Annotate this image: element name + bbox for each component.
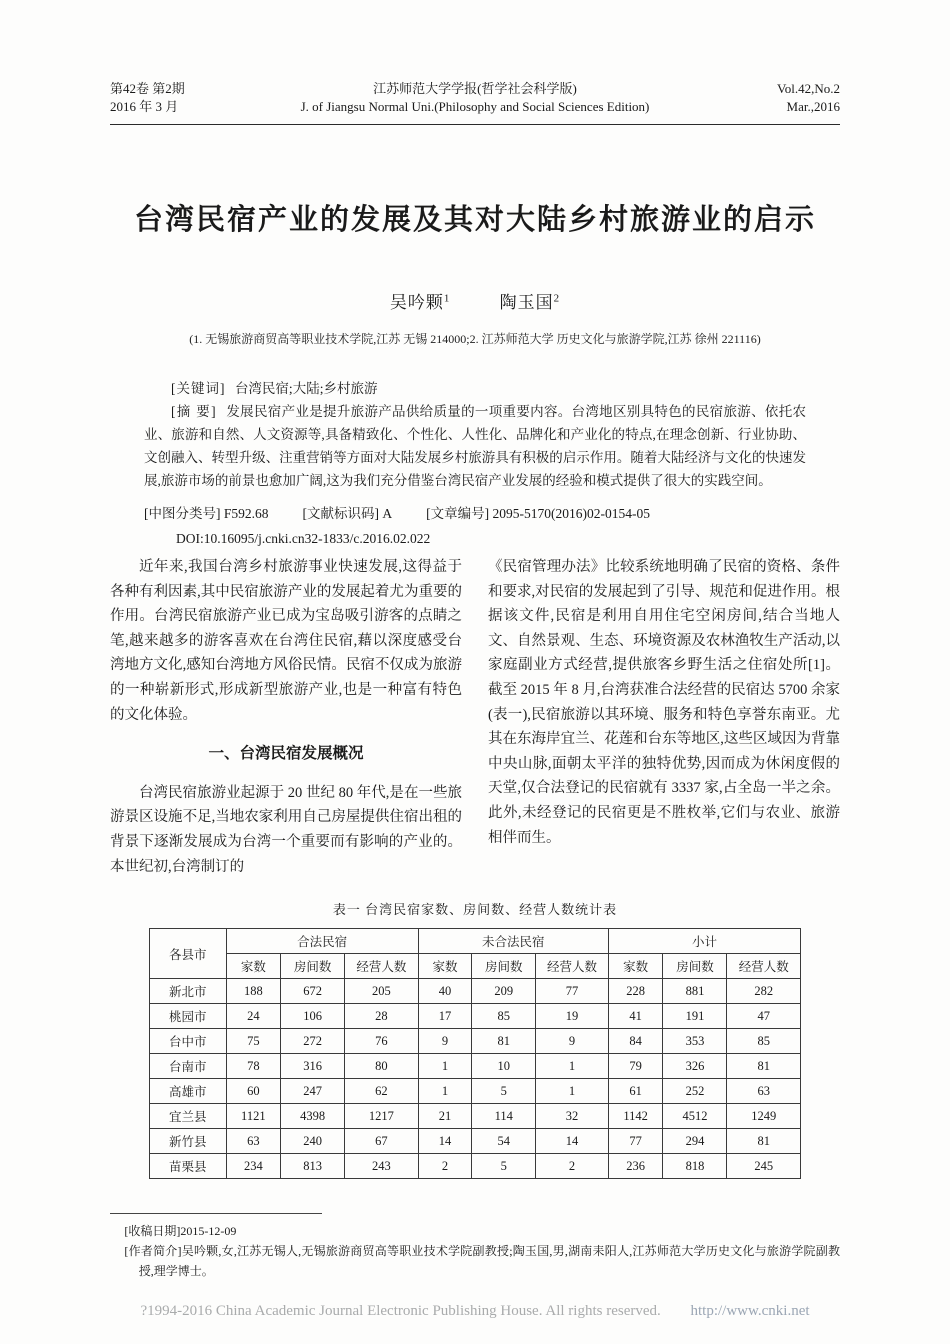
doi-line: DOI:10.16095/j.cnki.cn32-1833/c.2016.02.022	[176, 531, 431, 546]
value-cell: 294	[663, 1129, 727, 1154]
footnote-block	[110, 1213, 840, 1281]
received-date-note: [收稿日期]2015-12-09	[124, 1224, 237, 1239]
abstract-label: [摘 要]	[171, 404, 217, 419]
value-cell: 17	[418, 1004, 472, 1029]
issue-date-en: Mar.,2016	[786, 99, 840, 114]
value-cell: 80	[345, 1054, 418, 1079]
header-left	[110, 80, 260, 116]
classification-line	[110, 502, 840, 522]
section-1-paragraph-continued: 《民宿管理办法》比较系统地明确了民宿的资格、条件和要求,对民宿的发展起到了引导、规范和促进作用。根据该文件,民宿是利用自用住宅空闲房间,结合当地人文、自然景观、生态、环境资源及农林渔牧生产活动,以家庭副业方式经营,提供旅客乡野生活之住宿处所[1]。截至 2015 年 8 月,台湾获准合法经营的民宿达 5700 余家(表一),民宿旅游以其环境、服务和特色享誉东南亚。尤其在东海岸宜兰、花莲和台东等地区,这些区域因为背靠中央山脉,面朝太平洋的独特优势,因而成为休闲度假的天堂,仅合法登记的民宿就有 3337 家,占全岛一半之余。此外,未经登记的民宿更是不胜枚举,它们与农业、旅游相伴而生。	[488, 559, 840, 846]
value-cell: 75	[226, 1029, 281, 1054]
journal-header	[110, 80, 840, 125]
author-1-name: 吴吟颗	[389, 293, 444, 312]
county-name-cell: 台中市	[150, 1029, 227, 1054]
copyright-text: ?1994-2016 China Academic Journal Electronic Publishing House. All rights reserved.	[140, 1303, 661, 1319]
journal-title-cn: 江苏师范大学学报(哲学社会科学版)	[373, 81, 577, 96]
value-cell: 818	[663, 1154, 727, 1179]
article-id: [文章编号] 2095-5170(2016)02-0154-05	[426, 506, 650, 521]
volume-issue-en: Vol.42,No.2	[777, 81, 840, 96]
document-code: [文献标识码] A	[302, 506, 393, 521]
header-right	[690, 80, 840, 116]
group-header-illegal: 未合法民宿	[418, 929, 608, 954]
value-cell: 63	[727, 1079, 801, 1104]
value-cell: 61	[608, 1079, 663, 1104]
value-cell: 247	[281, 1079, 345, 1104]
value-cell: 188	[226, 979, 281, 1004]
value-cell: 1249	[727, 1104, 801, 1129]
value-cell: 10	[472, 1054, 536, 1079]
value-cell: 77	[608, 1129, 663, 1154]
value-cell: 1142	[608, 1104, 663, 1129]
subheader-cell: 家数	[608, 954, 663, 979]
author-2-name: 陶玉国	[499, 293, 554, 312]
value-cell: 40	[418, 979, 472, 1004]
value-cell: 5	[472, 1079, 536, 1104]
keywords-label: [关键词]	[171, 381, 226, 396]
value-cell: 316	[281, 1054, 345, 1079]
cnki-footer	[0, 1303, 950, 1320]
right-column	[488, 555, 840, 879]
value-cell: 114	[472, 1104, 536, 1129]
value-cell: 353	[663, 1029, 727, 1054]
keywords-line	[144, 377, 806, 400]
group-header-legal: 合法民宿	[226, 929, 418, 954]
subheader-cell: 房间数	[663, 954, 727, 979]
value-cell: 60	[226, 1079, 281, 1104]
abstract-text: 发展民宿产业是提升旅游产品供给质量的一项重要内容。台湾地区别具特色的民宿旅游、依托农业、旅游和自然、人文资源等,具备精致化、个性化、人性化、品牌化和产业化的特点,在理念创新、行业协助、文创融入、转型升级、注重营销等方面对大陆发展乡村旅游具有积极的启示作用。随着大陆经济与文化的快速发展,旅游市场的前景也愈加广阔,这为我们充分借鉴台湾民宿产业发展的经验和模式提供了很大的实践空间。	[144, 404, 806, 488]
value-cell: 106	[281, 1004, 345, 1029]
author-1	[390, 293, 451, 312]
table-row	[150, 1029, 801, 1054]
minsu-statistics-table	[149, 928, 801, 1179]
county-name-cell: 新北市	[150, 979, 227, 1004]
value-cell: 79	[608, 1054, 663, 1079]
value-cell: 14	[418, 1129, 472, 1154]
section-1-paragraph: 台湾民宿旅游业起源于 20 世纪 80 年代,是在一些旅游景区设施不足,当地农家利用自己房屋提供住宿出租的背景下逐渐发展成为台湾一个重要而有影响的产业的。本世纪初,台湾制订的	[110, 784, 462, 875]
value-cell: 191	[663, 1004, 727, 1029]
value-cell: 14	[536, 1129, 609, 1154]
subheader-cell: 房间数	[472, 954, 536, 979]
value-cell: 272	[281, 1029, 345, 1054]
county-name-cell: 台南市	[150, 1054, 227, 1079]
subheader-cell: 经营人数	[727, 954, 801, 979]
table-row	[150, 1054, 801, 1079]
subheader-cell: 经营人数	[345, 954, 418, 979]
affiliation-line: (1. 无锡旅游商贸高等职业技术学院,江苏 无锡 214000;2. 江苏师范大学 历史文化与旅游学院,江苏 徐州 221116)	[189, 332, 761, 346]
keywords-text: 台湾民宿;大陆;乡村旅游	[234, 381, 378, 396]
subheader-cell: 家数	[226, 954, 281, 979]
value-cell: 78	[226, 1054, 281, 1079]
value-cell: 81	[727, 1054, 801, 1079]
footnote-divider	[110, 1213, 322, 1214]
value-cell: 326	[663, 1054, 727, 1079]
table-subheader-row	[150, 954, 801, 979]
value-cell: 9	[536, 1029, 609, 1054]
value-cell: 245	[727, 1154, 801, 1179]
value-cell: 240	[281, 1129, 345, 1154]
value-cell: 85	[472, 1004, 536, 1029]
intro-paragraph: 近年来,我国台湾乡村旅游事业快速发展,这得益于各种有利因素,其中民宿旅游产业的发展起着尤为重要的作用。台湾民宿旅游产业已成为宝岛吸引游客的点睛之笔,越来越多的游客喜欢在台湾住民宿,藉以深度感受台湾地方文化,感知台湾地方风俗民情。民宿不仅成为旅游的一种崭新形式,形成新型旅游产业,也是一种富有特色的文化体验。	[110, 559, 462, 723]
value-cell: 2	[418, 1154, 472, 1179]
table-row	[150, 1079, 801, 1104]
value-cell: 9	[418, 1029, 472, 1054]
value-cell: 4512	[663, 1104, 727, 1129]
value-cell: 85	[727, 1029, 801, 1054]
value-cell: 32	[536, 1104, 609, 1129]
value-cell: 282	[727, 979, 801, 1004]
value-cell: 28	[345, 1004, 418, 1029]
value-cell: 76	[345, 1029, 418, 1054]
author-2	[500, 293, 561, 312]
value-cell: 81	[727, 1129, 801, 1154]
author-list	[110, 288, 840, 313]
journal-title-en: J. of Jiangsu Normal Uni.(Philosophy and Social Sciences Edition)	[300, 99, 650, 114]
author-2-affiliation-mark: 2	[553, 292, 561, 305]
value-cell: 209	[472, 979, 536, 1004]
value-cell: 67	[345, 1129, 418, 1154]
value-cell: 81	[472, 1029, 536, 1054]
value-cell: 19	[536, 1004, 609, 1029]
value-cell: 1121	[226, 1104, 281, 1129]
value-cell: 62	[345, 1079, 418, 1104]
value-cell: 77	[536, 979, 609, 1004]
county-name-cell: 高雄市	[150, 1079, 227, 1104]
author-1-affiliation-mark: 1	[443, 292, 451, 305]
value-cell: 24	[226, 1004, 281, 1029]
value-cell: 234	[226, 1154, 281, 1179]
meta-block	[110, 377, 840, 492]
value-cell: 881	[663, 979, 727, 1004]
value-cell: 1	[536, 1054, 609, 1079]
table-row	[150, 979, 801, 1004]
value-cell: 41	[608, 1004, 663, 1029]
value-cell: 243	[345, 1154, 418, 1179]
abstract-paragraph	[144, 400, 806, 492]
county-name-cell: 新竹县	[150, 1129, 227, 1154]
clc-number: [中图分类号] F592.68	[144, 506, 269, 521]
subheader-cell: 经营人数	[536, 954, 609, 979]
table-corner-header: 各县市	[150, 929, 227, 979]
table-row	[150, 1129, 801, 1154]
subheader-cell: 房间数	[281, 954, 345, 979]
value-cell: 1	[418, 1079, 472, 1104]
value-cell: 236	[608, 1154, 663, 1179]
value-cell: 5	[472, 1154, 536, 1179]
header-center	[260, 80, 690, 116]
paper-title: 台湾民宿产业的发展及其对大陆乡村旅游业的启示	[133, 204, 816, 236]
value-cell: 84	[608, 1029, 663, 1054]
issue-date-cn: 2016 年 3 月	[110, 99, 179, 114]
value-cell: 4398	[281, 1104, 345, 1129]
table-row	[150, 1154, 801, 1179]
value-cell: 2	[536, 1154, 609, 1179]
group-header-subtotal: 小计	[608, 929, 800, 954]
value-cell: 1	[536, 1079, 609, 1104]
section-1-heading: 一、台湾民宿发展概况	[208, 745, 364, 763]
value-cell: 47	[727, 1004, 801, 1029]
table-row	[150, 1104, 801, 1129]
volume-issue-cn: 第42卷 第2期	[110, 81, 185, 96]
value-cell: 63	[226, 1129, 281, 1154]
value-cell: 813	[281, 1154, 345, 1179]
value-cell: 21	[418, 1104, 472, 1129]
value-cell: 1217	[345, 1104, 418, 1129]
subheader-cell: 家数	[418, 954, 472, 979]
county-name-cell: 桃园市	[150, 1004, 227, 1029]
author-bio-note: [作者简介]吴吟颗,女,江苏无锡人,无锡旅游商贸高等职业技术学院副教授;陶玉国,男,湖南耒阳人,江苏师范大学历史文化与旅游学院副教授,理学博士。	[124, 1244, 840, 1279]
table-group-header-row	[150, 929, 801, 954]
table-row	[150, 1004, 801, 1029]
county-name-cell: 苗栗县	[150, 1154, 227, 1179]
cnki-url-link[interactable]: http://www.cnki.net	[690, 1303, 810, 1319]
body-columns	[110, 555, 840, 879]
value-cell: 228	[608, 979, 663, 1004]
value-cell: 672	[281, 979, 345, 1004]
value-cell: 205	[345, 979, 418, 1004]
left-column	[110, 555, 462, 879]
table-caption: 表一 台湾民宿家数、房间数、经营人数统计表	[332, 902, 618, 918]
value-cell: 54	[472, 1129, 536, 1154]
value-cell: 252	[663, 1079, 727, 1104]
county-name-cell: 宜兰县	[150, 1104, 227, 1129]
value-cell: 1	[418, 1054, 472, 1079]
